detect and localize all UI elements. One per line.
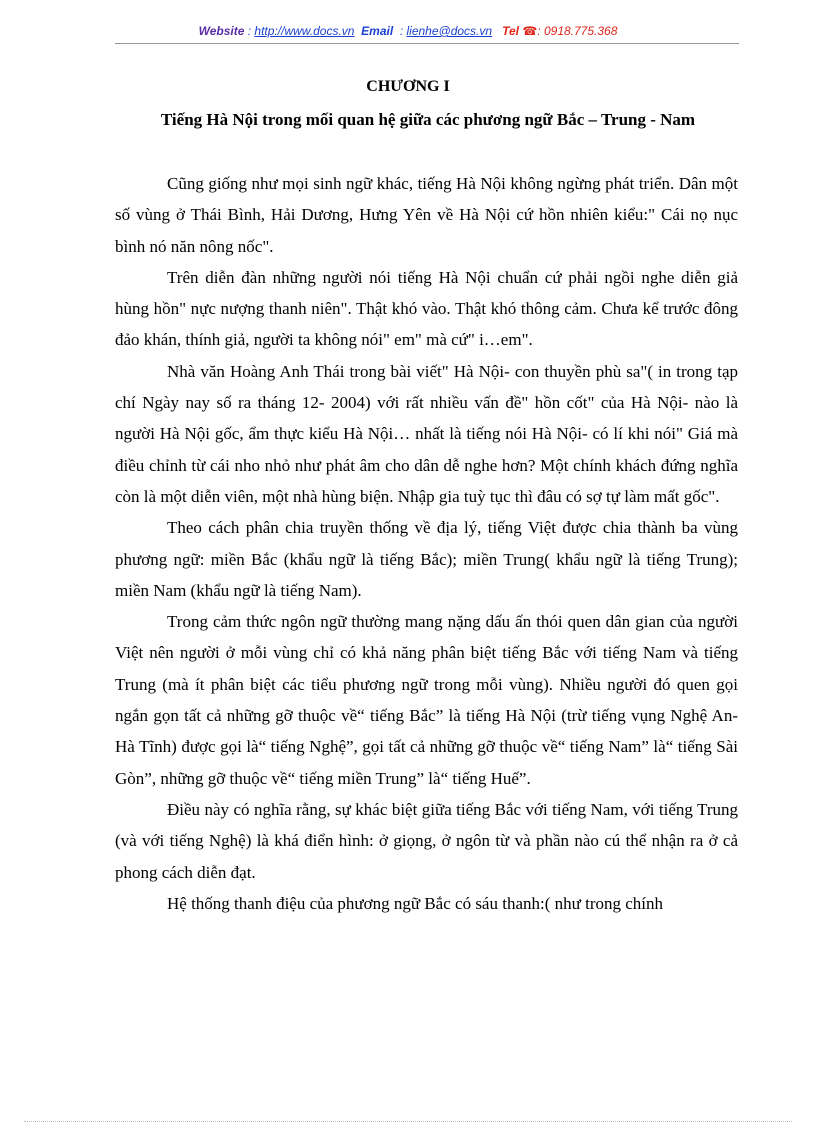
phone-number: 0918.775.368 bbox=[543, 24, 618, 38]
paragraph: Điều này có nghĩa rằng, sự khác biệt giữa tiếng Bắc với tiếng Nam, với tiếng Trung (và với tiếng Nghệ) là khá điển hình: ở giọng, ở ngôn từ và phần nào cú thể nhận ra ở cả phong cách diễn đạt. bbox=[115, 799, 738, 882]
paragraph: Trong cảm thức ngôn ngữ thường mang nặng dấu ấn thói quen dân gian của người Việt nên người ở mỗi vùng chỉ có khả năng phân biệt tiếng Bắc với tiếng Nam và tiếng Trung (mà ít phân biệt các tiểu phương ngữ trong mỗi vùng). Nhiều người đó quen gọi ngắn gọn tất cả những gỡ thuộc về“ tiếng Bắc” là tiếng Hà Nội (trừ tiếng vụng Nghệ An- Hà Tĩnh) được gọi là“ tiếng Nghệ”, gọi tất cả những gỡ thuộc về“ tiếng Nam” là“ tiếng Sài Gòn”, những gỡ thuộc về“ tiếng miền Trung” là“ tiếng Huế”. bbox=[115, 612, 738, 788]
paragraph: Trên diễn đàn những người nói tiếng Hà Nội chuẩn cứ phải ngồi nghe diễn giả hùng hồn" nực nượng thanh niên". Thật khó vào. Thật khó thông cảm. Chưa kể trước đông đảo khán, thính giả, người ta không nói" em" mà cứ" i…em". bbox=[115, 267, 738, 350]
tel-label: Tel bbox=[502, 24, 519, 38]
email-label: Email bbox=[361, 24, 394, 38]
phone-icon: ☎ bbox=[522, 24, 538, 38]
chapter-subtitle: Tiếng Hà Nội trong mối quan hệ giữa các phương ngữ Bắc – Trung - Nam bbox=[160, 110, 696, 129]
paragraph: Theo cách phân chia truyền thống về địa lý, tiếng Việt được chia thành ba vùng phương ngữ: miền Bắc (khẩu ngữ là tiếng Bắc); miền Trung( khẩu ngữ là tiếng Trung); miền Nam (khẩu ngữ là tiếng Nam). bbox=[115, 518, 738, 600]
body-text bbox=[115, 168, 738, 919]
chapter-title: CHƯƠNG I bbox=[366, 78, 450, 95]
paragraph: Hệ thống thanh điệu của phương ngữ Bắc có sáu thanh:( như trong chính bbox=[167, 893, 663, 913]
footer-divider bbox=[24, 1121, 792, 1122]
website-link[interactable]: http://www.docs.vn bbox=[254, 24, 355, 38]
email-link[interactable]: lienhe@docs.vn bbox=[406, 24, 493, 38]
page-header: Website : http://www.docs.vn Email : lienhe@docs.vn Tel ☎: 0918.775.368 bbox=[198, 24, 618, 38]
paragraph: Cũng giống như mọi sinh ngữ khác, tiếng Hà Nội không ngừng phát triển. Dân một số vùng ở Thái Bình, Hải Dương, Hưng Yên về Hà Nội cứ hồn nhiên kiểu:" Cái nọ nục bình nó năn nông nốc". bbox=[115, 174, 738, 256]
paragraph: Nhà văn Hoàng Anh Thái trong bài viết" Hà Nội- con thuyền phù sa"( in trong tạp chí Ngày nay số ra tháng 12- 2004) với rất nhiều vấn đề" hồn cốt" của Hà Nội- nào là người Hà Nội gốc, ẩm thực kiểu Hà Nội… nhất là tiếng nói Hà Nội- có lí khi nói" Giá mà điều chỉnh từ cái nho nhỏ như phát âm cho dân dễ nghe hơn? Một chính khách đứng nghĩa còn là một diễn viên, một nhà hùng biện. Nhập gia tuỳ tục thì đâu có sợ tự làm mất gốc". bbox=[115, 361, 738, 506]
website-label: Website bbox=[198, 24, 245, 38]
header-divider bbox=[115, 43, 739, 44]
